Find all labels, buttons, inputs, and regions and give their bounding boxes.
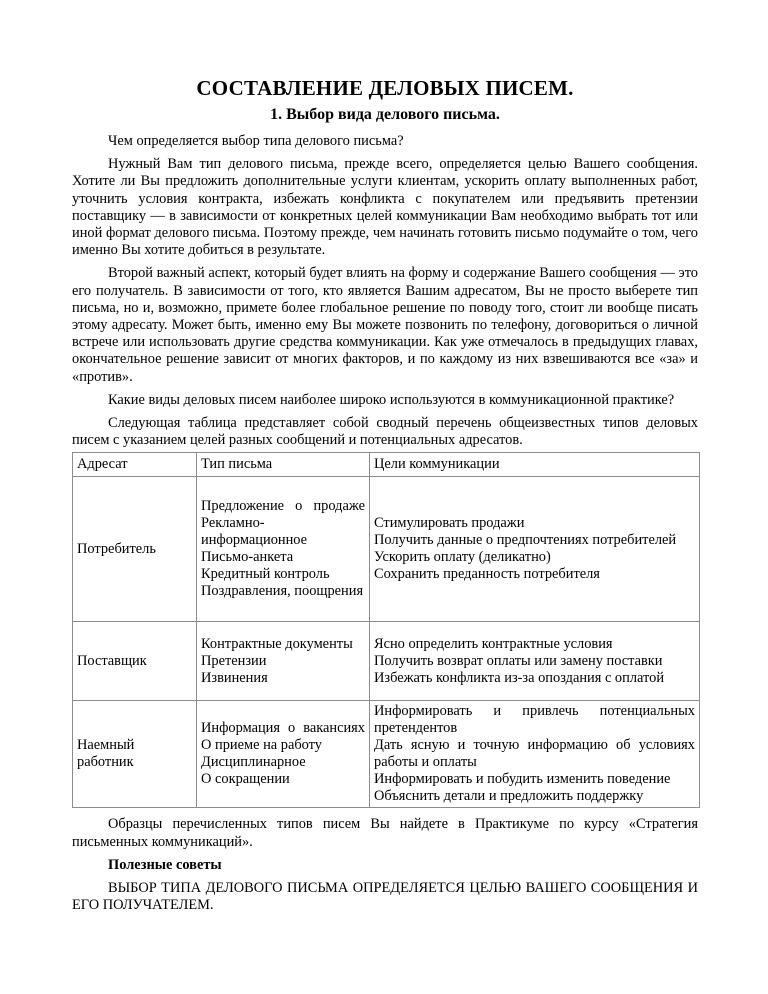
- header-letter-type: Тип письма: [197, 453, 370, 477]
- letter-type-item: Кредитный контроль: [201, 566, 330, 583]
- goal-item: Получить данные о предпочтениях потребителей: [374, 532, 677, 549]
- goal-item: Ясно определить контрактные условия: [374, 635, 613, 652]
- goal-item: Стимулировать продажи: [374, 515, 525, 532]
- addressee-cell: Потребитель: [73, 477, 197, 622]
- letter-type-item: О приеме на работу: [201, 737, 322, 754]
- document-body: [72, 133, 698, 920]
- letter-types-table: [72, 452, 700, 808]
- section-heading: 1. Выбор вида делового письма.: [270, 106, 500, 123]
- letter-type-item: О сокращении: [201, 771, 290, 788]
- letter-type-item: Извинения: [201, 669, 268, 686]
- header-addressee: Адресат: [73, 453, 197, 477]
- goal-item: Избежать конфликта из-за опоздания с оплатой: [374, 669, 665, 686]
- goals-cell: [370, 477, 700, 622]
- addressee-cell: Поставщик: [73, 622, 197, 701]
- question-paragraph-2: Какие виды деловых писем наиболее широко используются в коммуникационной практике?: [108, 391, 675, 408]
- tips-text: ВЫБОР ТИПА ДЕЛОВОГО ПИСЬМА ОПРЕДЕЛЯЕТСЯ ЦЕЛЬЮ ВАШЕГО СООБЩЕНИЯ И ЕГО ПОЛУЧАТЕЛЕМ.: [72, 880, 698, 914]
- letter-type-item: Письмо-анкета: [201, 549, 294, 566]
- goal-item: Информировать и побудить изменить поведение: [374, 771, 671, 788]
- goal-item: Информировать и привлечь потенциальных претендентов: [374, 703, 695, 737]
- letter-type-cell: [197, 622, 370, 701]
- question-paragraph: Чем определяется выбор типа делового письма?: [108, 133, 404, 149]
- goal-item: Получить возврат оплаты или замену поставки: [374, 652, 663, 669]
- letter-type-cell: [197, 477, 370, 622]
- header-goals: Цели коммуникации: [370, 453, 700, 477]
- letter-type-item: Дисциплинарное: [201, 754, 306, 771]
- letter-type-item: Информация о вакансиях: [201, 720, 365, 737]
- page-title: СОСТАВЛЕНИЕ ДЕЛОВЫХ ПИСЕМ.: [196, 76, 574, 100]
- goals-cell: [370, 622, 700, 701]
- letter-type-item: Рекламно-информационное: [201, 515, 308, 549]
- goal-item: Дать ясную и точную информацию об условиях работы и оплаты: [374, 737, 695, 771]
- table-row: [73, 477, 700, 622]
- table-intro-paragraph: Следующая таблица представляет собой сводный перечень общеизвестных типов деловых писем с указанием целей разных сообщений и потенциальных адресатов.: [72, 415, 698, 449]
- letter-type-item: Предложение о продаже: [201, 498, 365, 515]
- letter-type-item: Поздравления, поощрения: [201, 583, 364, 600]
- letter-type-item: Контрактные документы: [201, 635, 353, 652]
- goal-item: Ускорить оплату (деликатно): [374, 549, 551, 566]
- addressee-cell: Наемный работник: [73, 701, 197, 808]
- tips-heading: Полезные советы: [108, 856, 222, 873]
- after-table-paragraph: Образцы перечисленных типов писем Вы найдете в Практикуме по курсу «Стратегия письменных коммуникаций».: [72, 816, 698, 850]
- table-row: [73, 701, 700, 808]
- goal-item: Объяснить детали и предложить поддержку: [374, 788, 644, 805]
- body-paragraph-1: Нужный Вам тип делового письма, прежде всего, определяется целью Вашего сообщения. Хотите ли Вы предложить дополнительные услуги клиентам, ускорить оплату выполненных работ, уточнить условия контракта, избежать конфликта с покупателем или предъявить претензии поставщику — в зависимости от конкретных целей коммуникации Вам необходимо выбрать тот или иной формат делового письма. Поэтому прежде, чем начинать готовить письмо подумайте о том, чего именно Вы хотите добиться в результате.: [72, 156, 698, 259]
- goals-cell: [370, 701, 700, 808]
- table-header-row: [73, 453, 700, 477]
- goal-item: Сохранить преданность потребителя: [374, 566, 600, 583]
- letter-type-cell: [197, 701, 370, 808]
- body-paragraph-2: Второй важный аспект, который будет влиять на форму и содержание Вашего сообщения — это его получатель. В зависимости от того, кто является Вашим адресатом, Вы не просто выберете тип письма, но и, возможно, примете более глобальное решение по поводу того, стоит ли вообще писать этому адресату. Может быть, именно ему Вы можете позвонить по телефону, договориться о личной встрече или использовать другие средства коммуникации. Как уже отмечалось в предыдущих главах, окончательное решение зависит от многих факторов, и по каждому из них взвешиваются все «за» и «против».: [72, 265, 698, 385]
- table-row: [73, 622, 700, 701]
- letter-type-item: Претензии: [201, 652, 267, 669]
